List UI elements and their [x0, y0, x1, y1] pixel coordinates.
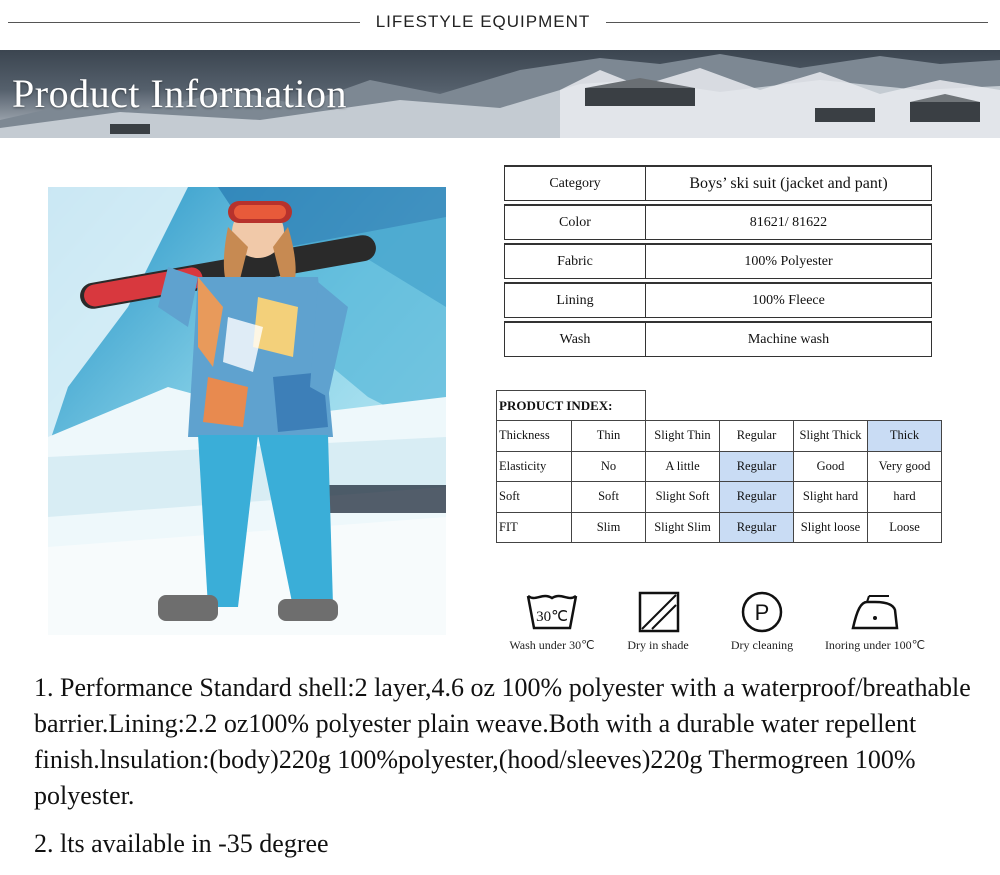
header-divider-left [8, 22, 360, 23]
banner-title: Product Information [12, 71, 347, 116]
info-value: Machine wash [646, 321, 932, 357]
index-cell: A little [646, 451, 720, 482]
index-cell-selected: Thick [868, 421, 942, 452]
wash-30-icon [522, 590, 582, 634]
index-cell: Loose [868, 512, 942, 543]
index-cell: Slight Slim [646, 512, 720, 543]
index-cell: Soft [572, 482, 646, 513]
info-value: 100% Fleece [646, 282, 932, 318]
product-info-table [504, 162, 932, 360]
care-dry-shade [598, 590, 718, 653]
product-index-header [497, 391, 942, 421]
index-row-thickness [497, 421, 942, 452]
index-cell: Thin [572, 421, 646, 452]
description-paragraph-2: 2. lts available in -35 degree [34, 829, 329, 858]
info-key: Wash [504, 321, 646, 357]
index-cell: No [572, 451, 646, 482]
care-label: Dry in shade [627, 638, 689, 652]
index-cell: Very good [868, 451, 942, 482]
info-row-lining [504, 282, 932, 318]
index-cell-selected: Regular [720, 451, 794, 482]
info-key: Color [504, 204, 646, 240]
product-index-title: PRODUCT INDEX: [497, 391, 646, 421]
info-row-fabric [504, 243, 932, 279]
dry-clean-symbol: P [754, 600, 770, 625]
index-row-fit [497, 512, 942, 543]
index-cell-selected: Regular [720, 482, 794, 513]
info-row-color [504, 204, 932, 240]
index-row-label: Elasticity [497, 451, 572, 482]
description-paragraph-1: 1. Performance Standard shell:2 layer,4.6 oz 100% polyester with a waterproof/breathable barrier.Lining:2.2 oz100% polyester plain weave.Both with a durable water repellent finish.lnsulation:(body)220g 100%polyester,(hood/sleeves)220g Thermogreen 100% polyester. [34, 673, 971, 810]
info-value: 81621/ 81622 [646, 204, 932, 240]
index-cell: hard [868, 482, 942, 513]
index-cell: Good [794, 451, 868, 482]
section-header [0, 8, 1000, 38]
dry-cleaning-icon [732, 590, 792, 634]
index-cell: Slight Thin [646, 421, 720, 452]
index-cell-selected: Regular [720, 512, 794, 543]
index-row-label: Thickness [497, 421, 572, 452]
index-cell: Slight hard [794, 482, 868, 513]
care-ironing [815, 590, 935, 653]
ironing-icon [845, 590, 905, 634]
index-cell: Slight Thick [794, 421, 868, 452]
info-value: Boys’ ski suit (jacket and pant) [646, 165, 932, 201]
info-value: 100% Polyester [646, 243, 932, 279]
index-row-label: FIT [497, 512, 572, 543]
index-row-label: Soft [497, 482, 572, 513]
wash-temp-label: 30℃ [536, 609, 568, 625]
info-key: Lining [504, 282, 646, 318]
care-wash [492, 590, 612, 653]
info-key: Category [504, 165, 646, 201]
index-cell: Slight Soft [646, 482, 720, 513]
info-row-wash [504, 321, 932, 357]
product-photo [48, 187, 446, 635]
index-row-soft [497, 482, 942, 513]
header-divider-right [606, 22, 988, 23]
care-label: Wash under 30℃ [509, 638, 595, 652]
dry-in-shade-icon [628, 590, 688, 634]
care-label: Dry cleaning [730, 638, 794, 652]
index-cell: Regular [720, 421, 794, 452]
product-index-table [496, 390, 942, 543]
care-label: Inoring under 100℃ [824, 638, 926, 652]
info-row-category [504, 165, 932, 201]
index-cell: Slight loose [794, 512, 868, 543]
index-row-elasticity [497, 451, 942, 482]
care-dry-clean [702, 590, 822, 653]
index-cell: Slim [572, 512, 646, 543]
info-key: Fabric [504, 243, 646, 279]
boy-ski-suit-illustration [48, 187, 446, 635]
product-info-banner [0, 50, 1000, 138]
section-header-label: LIFESTYLE EQUIPMENT [375, 12, 591, 31]
